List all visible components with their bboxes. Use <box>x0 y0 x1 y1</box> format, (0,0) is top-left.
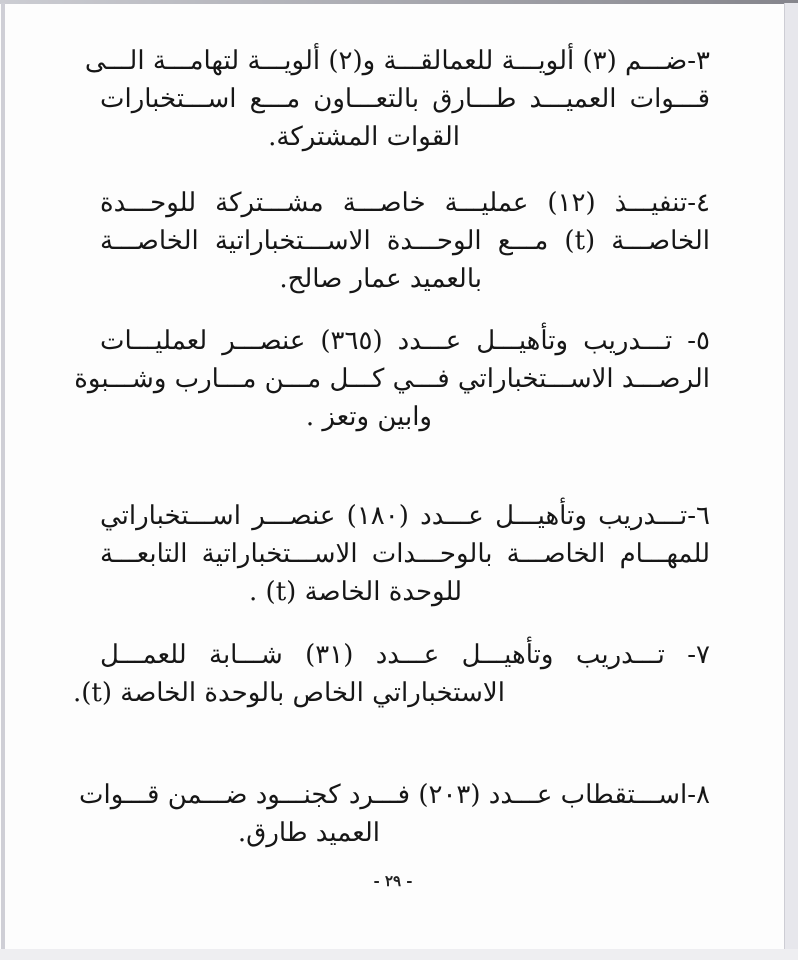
text-line: ٥- تـــدريب وتأهيـــل عـــدد (٣٦٥) عنصـــر لعمليـــات <box>100 326 710 356</box>
scan-edge-bottom <box>0 949 798 960</box>
text-line: ٨-اســـتقطاب عـــدد (٢٠٣) فـــرد كجنـــود ضـــمن قـــوات <box>79 780 710 810</box>
text-line: قـــوات العميـــد طـــارق بالتعـــاون مـــع اســـتخبارات <box>100 84 710 114</box>
text-line: الخاصـــة (t) مـــع الوحـــدة الاســـتخباراتية الخاصـــة <box>100 226 710 256</box>
page-number: - ٢٩ - <box>373 872 413 890</box>
text-line: ٣-ضـــم (٣) ألويـــة للعمالقـــة و(٢) ألويـــة لتهامـــة الـــى <box>84 46 710 76</box>
text-line: الاستخباراتي الخاص بالوحدة الخاصة (t). <box>72 678 505 708</box>
list-item-7 <box>72 636 710 712</box>
text-line: ٤-تنفيـــذ (١٢) عمليـــة خاصـــة مشـــتركة للوحـــدة <box>100 188 710 218</box>
text-line: العميد طارق. <box>237 818 380 848</box>
list-item-5 <box>74 322 710 436</box>
text-line: ٧- تـــدريب وتأهيـــل عـــدد (٣١) شـــابة للعمـــل <box>100 640 710 670</box>
text-line: للمهـــام الخاصـــة بالوحـــدات الاســـتخباراتية التابعـــة <box>100 539 710 569</box>
list-item-8 <box>79 776 710 852</box>
scan-edge-top <box>0 0 798 4</box>
text-line: بالعميد عمار صالح. <box>279 264 482 294</box>
list-item-4 <box>100 184 710 298</box>
text-line: للوحدة الخاصة (t) . <box>249 577 462 607</box>
text-line: ٦-تـــدريب وتأهيـــل عـــدد (١٨٠) عنصـــر اســـتخباراتي <box>100 501 710 531</box>
scan-edge-right <box>784 3 798 960</box>
scan-edge-left <box>1 3 5 960</box>
text-line: الرصـــد الاســـتخباراتي فـــي كـــل مـــن مـــارب وشـــبوة <box>74 364 710 394</box>
text-line: القوات المشتركة. <box>268 122 460 152</box>
text-line: وابين وتعز . <box>305 402 432 432</box>
list-item-3 <box>84 42 710 156</box>
list-item-6 <box>100 497 710 611</box>
